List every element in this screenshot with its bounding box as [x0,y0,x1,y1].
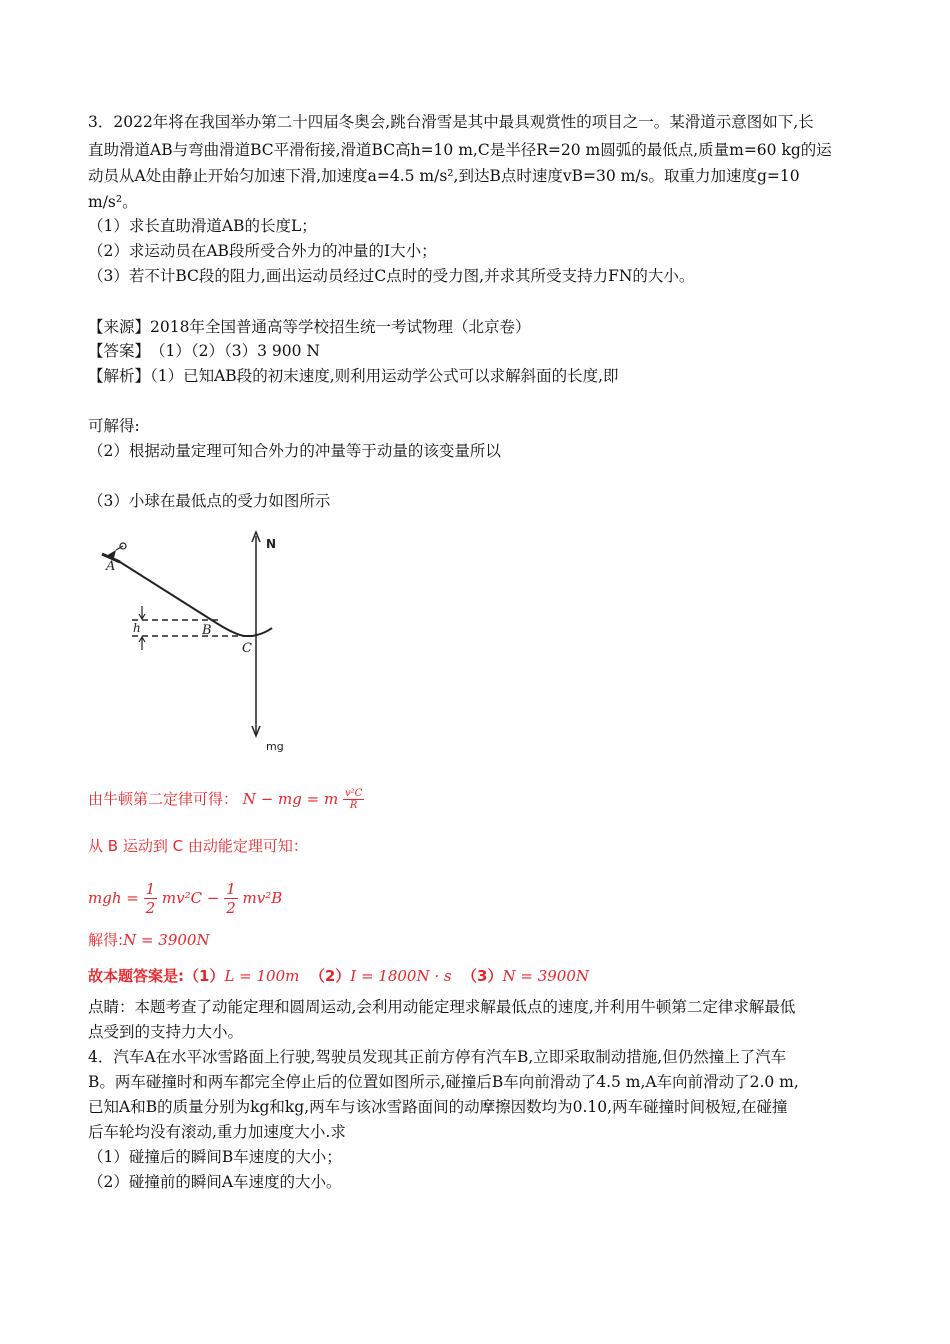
newton-equation: N − mg = m [242,790,339,808]
force-diagram [92,528,312,758]
label-a: A [106,559,116,574]
q3-line-2: 直助滑道AB与弯曲滑道BC平滑衔接,滑道BC高h=10 m,C是半径R=20 m圆弧的最低点,质量m=60 kg的运 [88,141,832,159]
solve-equation: N = 3900N [123,931,210,949]
half-fraction-1 [144,880,158,917]
half-den-2: 2 [226,899,236,917]
comment-line-1: 点睛：本题考查了动能定理和圆周运动,会利用动能定理求解最低点的速度,并利用牛顿第二定律求解最低 [88,998,796,1016]
newton-fraction [343,788,364,811]
final-answer-1: L = 100m [224,967,300,985]
label-h: h [133,621,141,635]
label-c: C [242,641,252,656]
label-n: N [266,537,277,551]
analysis-line-3: （3）小球在最低点的受力如图所示 [88,492,331,510]
newton-denominator: R [349,800,358,811]
q4-line-2: B。两车碰撞时和两车都完全停止后的位置如图所示,碰撞后B车向前滑动了4.5 m,A车向前滑动了2.0 m, [88,1073,799,1091]
final-answer-3-prefix: （3） [462,967,503,985]
q4-line-1: 4．汽车A在水平冰雪路面上行驶,驾驶员发现其正前方停有汽车B,立即采取制动措施,但仍然撞上了汽车 [88,1048,787,1066]
q3-sub-1: （1）求长直助滑道AB的长度L； [88,217,317,235]
half-den-1: 2 [145,899,156,917]
q3-line-1: 3．2022年将在我国举办第二十四届冬奥会,跳台滑雪是其中最具观赏性的项目之一。某滑道示意图如下,长 [88,113,814,131]
final-answer-2: I = 1800N · s [350,967,452,985]
q3-line-4: m/s²。 [88,193,138,211]
half-num-1: 1 [145,880,156,898]
label-mg: mg [266,740,284,753]
comment-line-2: 点受到的支持力大小。 [88,1023,244,1041]
energy-theorem-line: 从 B 运动到 C 由动能定理可知： [88,837,308,855]
solve-prefix: 解得: [88,931,124,949]
final-prefix: 故本题答案是:（1） [88,967,225,985]
label-b: B [202,623,212,638]
newton-prefix: 由牛顿第二定律可得： [88,790,239,808]
energy-equation [88,880,282,917]
slope-track [120,562,272,636]
energy-term-2: mv²B [242,889,283,907]
q3-line-3: 动员从A处由静止开始匀加速下滑,加速度a=4.5 m/s²,到达B点时速度vB=30 m/s。取重力加速度g=10 [88,167,800,185]
newton-law-line [88,788,364,811]
q3-sub-3: （3）若不计BC段的阻力,画出运动员经过C点时的受力图,并求其所受支持力FN的大小。 [88,267,695,285]
final-answer-3: N = 3900N [502,967,590,985]
solve-line [88,930,210,950]
half-num-2: 1 [226,880,236,898]
q3-sub-2: （2）求运动员在AB段所受合外力的冲量的I大小； [88,242,437,260]
analysis-line-1: 【解析】（1）已知AB段的初末速度,则利用运动学公式可以求解斜面的长度,即 [88,367,619,385]
half-fraction-2 [224,880,238,917]
q4-sub-1: （1）碰撞后的瞬间B车速度的大小； [88,1148,342,1166]
analysis-line-2: （2）根据动量定理可知合外力的冲量等于动量的该变量所以 [88,442,501,460]
newton-numerator: v²C [344,788,363,799]
source-line: 【来源】2018年全国普通高等学校招生统一考试物理（北京卷） [88,318,531,336]
final-answer-line [88,966,589,986]
solvable-line: 可解得: [88,417,140,435]
q4-line-4: 后车轮均没有滚动,重力加速度大小.求 [88,1123,346,1141]
q4-line-3: 已知A和B的质量分别为kg和kg,两车与该冰雪路面间的动摩擦因数均为0.10,两车碰撞时间极短,在碰撞 [88,1098,788,1116]
energy-lhs: mgh = [88,889,144,907]
q4-sub-2: （2）碰撞前的瞬间A车速度的大小。 [88,1173,342,1191]
energy-term-1: mv²C − [161,889,225,907]
final-answer-2-prefix: （2） [309,967,351,985]
answer-line: 【答案】 （1）（2）（3）3 900 N [88,342,320,360]
